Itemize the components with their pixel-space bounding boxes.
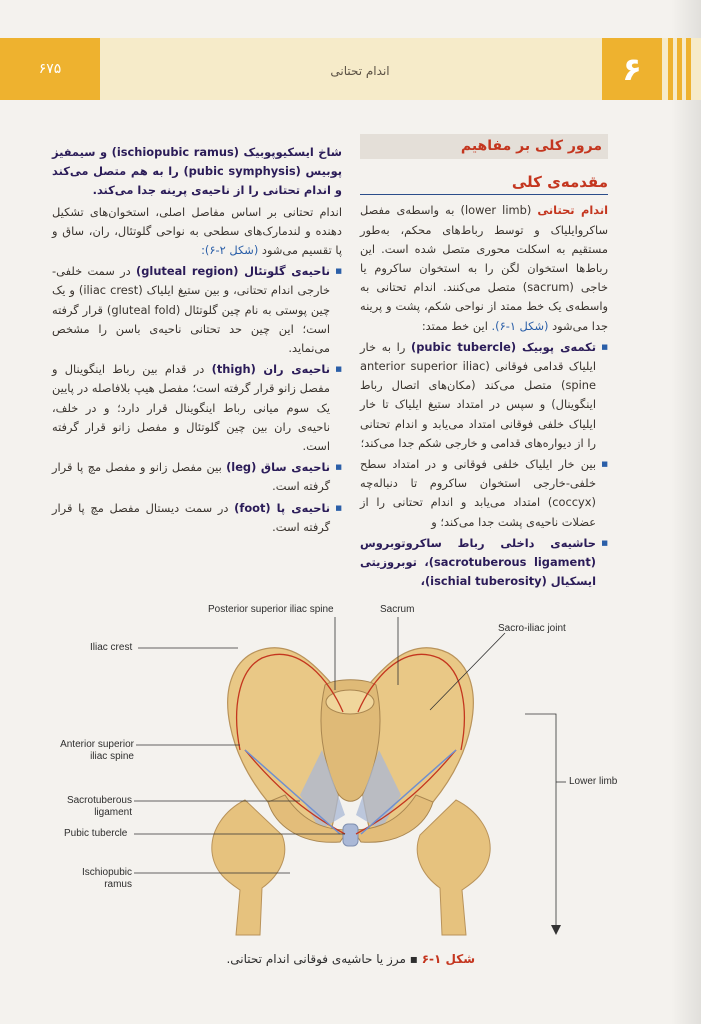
label-pubic-tubercle: Pubic tubercle (64, 828, 128, 839)
right-femur (417, 800, 490, 935)
list-item (360, 534, 608, 592)
subheading: مقدمه‌ی کلی (360, 173, 608, 195)
label-sacrotuberous-line2: ligament (94, 807, 132, 818)
figure-caption (200, 952, 475, 966)
bullet-text: بین مفصل زانو و مفصل مچ پا قرار گرفته است. (52, 460, 330, 494)
bullet-lead: ناحیه‌ی ساق (leg) (226, 460, 330, 475)
bullet-text: در قدام بین رباط اینگوینال و مفصل زانو قرار گرفته است؛ مفصل هیپ بلافاصله در پایین یک سوم میانی رباط اینگوینال قرار دارد؛ و در خلف، ناحیه‌ی ران بین چین گلوتئال و مفصل زانو قرار گرفته است. (52, 362, 330, 454)
intro-term-en: (lower limb) (460, 203, 532, 218)
right-column (360, 134, 608, 593)
bullet-text: را به خار ایلیاک قدامی فوقانی (anterior superior iliac spine) متصل می‌کند (مکان‌های اتصال رباط اینگوینال) و سپس در امتداد ستیغ ایلیاک تا خار ایلیاک خلفی فوقانی امتداد می‌یابد و اندام تحتانی را از دیواره‌های قدامی و خارجی شکم جدا می‌کند؛ (360, 339, 597, 450)
chapter-number: ۶ (602, 38, 662, 100)
left-femur (212, 800, 285, 935)
page-number: ۶۷۵ (0, 38, 100, 100)
label-psis: Posterior superior iliac spine (208, 604, 334, 615)
label-sacroiliac: Sacro-iliac joint (498, 623, 566, 634)
label-sacrum: Sacrum (380, 604, 415, 615)
label-ischiopubic (60, 867, 132, 891)
figure-ref[interactable]: (شکل ۲-۶): (201, 243, 259, 258)
label-lower-limb: Lower limb (569, 776, 618, 787)
running-title: اندام تحتانی (330, 64, 390, 78)
regions-text: اندام تحتانی بر اساس مفاصل اصلی، استخوان‌های تشکیل دهنده و لندمارک‌های سطحی به نواحی گلوتئال، ران، ساق و پا تقسیم می‌شود (52, 204, 342, 258)
header-stripe (668, 38, 673, 100)
caption-label: شکل ۱-۶ (421, 952, 475, 966)
caption-text: ▪ مرز یا حاشیه‌ی فوقانی اندام تحتانی. (226, 952, 418, 966)
list-item (52, 458, 342, 496)
continuation-text: شاخ ایسکیوپوبیک (ischiopubic ramus) و سیمفیز پوبیس (pubic symphysis) را به هم متصل می‌کند و اندام تحتانی را از ناحیه‌ی پرینه جدا می‌کند. (52, 145, 342, 198)
bullet-lead: ناحیه‌ی ران (thigh) (211, 362, 330, 377)
left-column (52, 143, 342, 539)
label-asis-line2: iliac spine (90, 751, 134, 762)
list-item (360, 338, 608, 453)
list-item (52, 360, 342, 456)
header-stripe (677, 38, 682, 100)
label-ischiopubic-line2: ramus (104, 879, 132, 890)
header-stripe (686, 38, 691, 100)
bullet-text: حاشیه‌ی داخلی رباط ساکروتوبروس (sacrotuberous ligament)، توبروزیتی ایسکیال (ischial tuberosity)، (360, 535, 596, 589)
bullet-lead: ناحیه‌ی پا (foot) (234, 500, 331, 515)
intro-text: به واسطه‌ی مفصل ساکروایلیاک و توسط رباط‌های محکم، به‌طور مستقیم به اسکلت محوری متصل شده است. این رباط‌ها استخوان لگن را به استخوان ساکروم یا خاجی (sacrum) متصل می‌کنند. اندام تحتانی به واسطه‌ی یک خط ممتد از نواحی شکم، پشت و پرینه جدا می‌شود (360, 203, 608, 333)
label-asis-line1: Anterior superior (60, 739, 134, 750)
bullet-text: در سمت دیستال مفصل مچ پا قرار گرفته است. (52, 500, 330, 534)
arrow-down-icon (551, 925, 561, 935)
label-asis (54, 739, 134, 763)
list-item (52, 262, 342, 358)
pubic-symphysis (343, 824, 358, 846)
intro-term: اندام تحتانی (537, 203, 609, 218)
label-sacrotuberous-line1: Sacrotuberous (66, 795, 132, 806)
bullet-text: در سمت خلفی-خارجی اندام تحتانی، و بین ستیغ ایلیاک (iliac crest) و یک چین پوستی به نام چین گلوتئال (gluteal fold) قرار گرفته است؛ این چین حد تحتانی ناحیه‌ی باسن را مشخص می‌نماید. (52, 264, 330, 356)
pelvis-figure (0, 590, 701, 950)
label-sacrotuberous (54, 795, 132, 819)
regions-paragraph (52, 203, 342, 261)
label-iliac-crest: Iliac crest (90, 642, 133, 653)
bullet-text: بین خار ایلیاک خلفی فوقانی و در امتداد سطح خلفی-خارجی استخوان ساکروم تا دنباله‌چه (coccyx) امتداد می‌یابد و اندام تحتانی را از عضلات ناحیه‌ی پشت جدا می‌کند؛ و (360, 457, 596, 529)
section-title: مرور کلی بر مفاهیم (360, 134, 608, 159)
list-item (52, 499, 342, 537)
list-item (360, 455, 608, 532)
lower-limb-bracket (525, 714, 556, 930)
intro-paragraph (360, 201, 608, 335)
figure-ref[interactable]: (شکل ۱-۶). (491, 318, 549, 333)
bullet-lead: تکمه‌ی پوبیک (pubic tubercle) (411, 339, 596, 354)
bullet-lead: ناحیه‌ی گلوتئال (gluteal region) (136, 264, 331, 279)
label-ischiopubic-line1: Ischiopubic (81, 867, 132, 878)
intro-tail: این خط ممتد: (421, 318, 488, 333)
